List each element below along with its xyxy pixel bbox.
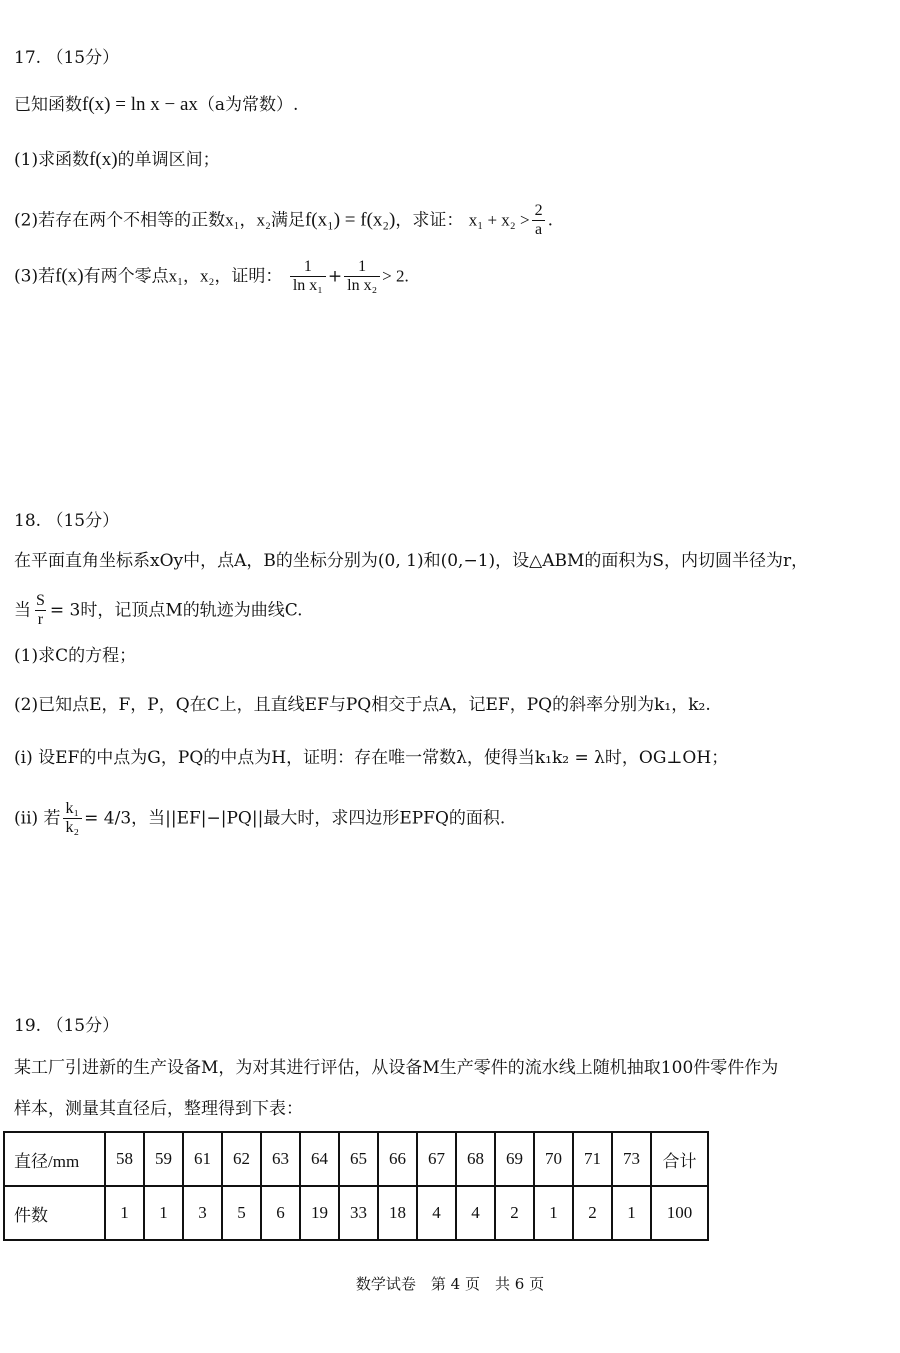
q18-frac-den: r	[35, 610, 46, 629]
table-cell: 70	[534, 1132, 573, 1186]
table-cell: 1	[105, 1186, 144, 1240]
q18-part-ii-pre: (ii) 若	[14, 808, 61, 829]
q17-part2-post: ，求证：	[395, 210, 464, 231]
table-cell: 1	[144, 1186, 183, 1240]
q18-part-ii-post: = 4/3，当||EF|−|PQ||最大时，求四边形EPFQ的面积.	[84, 808, 506, 829]
page-footer: 数学试卷 第 4 页 共 6 页	[355, 1275, 545, 1293]
table-cell: 65	[339, 1132, 378, 1186]
table-row-label: 件数	[4, 1186, 105, 1240]
q17-part2-fraction	[532, 202, 546, 240]
table-cell: 63	[261, 1132, 300, 1186]
table-row	[4, 1132, 708, 1186]
q17-part3-pre: (3)若	[14, 266, 56, 287]
q17-part2-inequality: x₁ + x₂ >	[468, 210, 530, 230]
table-cell: 73	[612, 1132, 651, 1186]
table-cell: 19	[300, 1186, 339, 1240]
q17-part2-frac-num: 2	[534, 202, 543, 219]
table-total: 合计	[651, 1132, 708, 1186]
q17-part3-frac2-num: 1	[358, 258, 367, 275]
table-cell: 4	[456, 1186, 495, 1240]
table-cell: 67	[417, 1132, 456, 1186]
table-cell: 4	[417, 1186, 456, 1240]
table-cell: 1	[534, 1186, 573, 1240]
diameter-table	[3, 1131, 709, 1241]
q19-line1: 某工厂引进新的生产设备M，为对其进行评估，从设备M生产零件的流水线上随机抽取100件零件作为	[14, 1058, 779, 1078]
q18-line2-post: = 3时，记顶点M的轨迹为曲线C.	[49, 600, 303, 621]
table-cell: 2	[495, 1186, 534, 1240]
table-cell: 58	[105, 1132, 144, 1186]
q17-part3-fraction-1	[290, 258, 326, 296]
table-cell: 66	[378, 1132, 417, 1186]
q19-header: 19. （15分）	[14, 1016, 120, 1036]
q18-part-ii	[14, 800, 505, 838]
q18-line1: 在平面直角坐标系xOy中，点A，B的坐标分别为(0, 1)和(0,−1)，设△ABM的面积为S，内切圆半径为r，	[14, 551, 809, 571]
table-row	[4, 1186, 708, 1240]
table-cell: 71	[573, 1132, 612, 1186]
q17-part3-frac2-den: ln x₂	[344, 276, 380, 295]
q17-part1-pre: (1)求函数	[14, 150, 90, 170]
q17-part1	[14, 150, 220, 169]
q17-part2-frac-den: a	[532, 220, 545, 239]
q17-stem-pre: 已知函数	[14, 95, 82, 115]
q17-stem-post: （a为常数）.	[197, 95, 299, 115]
q17-stem	[14, 95, 298, 114]
q17-part1-post: 的单调区间；	[117, 150, 220, 170]
q18-line2-pre: 当	[14, 600, 31, 621]
table-cell: 18	[378, 1186, 417, 1240]
q17-part3-func: f(x)	[55, 265, 84, 287]
q17-part2-mid: 满足	[270, 210, 305, 231]
table-total: 100	[651, 1186, 708, 1240]
table-cell: 68	[456, 1132, 495, 1186]
q17-part3-rhs: > 2.	[382, 266, 409, 286]
table-cell: 61	[183, 1132, 222, 1186]
q19-line2: 样本，测量其直径后，整理得到下表：	[14, 1099, 303, 1119]
table-cell: 59	[144, 1132, 183, 1186]
q17-part2-vars: x₁，x₂	[225, 210, 271, 230]
table-cell: 5	[222, 1186, 261, 1240]
table-cell: 33	[339, 1186, 378, 1240]
q17-part3-frac1-den: ln x₁	[290, 276, 326, 295]
q17-part3-fraction-2	[344, 258, 380, 296]
q17-function: f(x) = ln x − ax	[82, 94, 198, 115]
table-cell: 62	[222, 1132, 261, 1186]
q18-slope-fraction	[63, 800, 83, 838]
q17-part3-post: ，证明：	[214, 266, 283, 287]
q18-line2	[14, 592, 303, 630]
q17-header: 17. （15分）	[14, 48, 120, 68]
q18-part2: (2)已知点E，F，P，Q在C上，且直线EF与PQ相交于点A，记EF，PQ的斜率分别为k₁，k₂.	[14, 695, 711, 715]
q18-frac-num: S	[36, 592, 45, 609]
q18-part-i: (i) 设EF的中点为G，PQ的中点为H，证明：存在唯一常数λ，使得当k₁k₂ = λ时，OG⊥OH；	[14, 748, 729, 768]
table-cell: 64	[300, 1132, 339, 1186]
q17-part2: (2)若存在两个不相等的正数x₁，x₂满足f(x₁) = f(x₂)，求证： x₁ + x₂ > $\frac{2}{a}$ .	[14, 202, 553, 239]
q17-part2-condition: f(x₁) = f(x₂)	[304, 209, 396, 231]
q18-ratio-fraction	[33, 592, 48, 630]
table-cell: 1	[612, 1186, 651, 1240]
q17-part2-pre: (2)若存在两个不相等的正数	[14, 210, 226, 231]
table-cell: 6	[261, 1186, 300, 1240]
table-row-label: 直径/mm	[4, 1132, 105, 1186]
q18-header: 18. （15分）	[14, 511, 120, 531]
q18-slope-frac-num: k₁	[65, 800, 80, 817]
table-cell: 2	[573, 1186, 612, 1240]
q17-part3: (3)若f(x)有两个零点x₁，x₂，证明： $\frac{1}{\text{ln x₁}}$ + $\frac{1}{\text{ln x₂}}$ > 2.	[14, 258, 409, 295]
q18-part1: (1)求C的方程；	[14, 646, 137, 666]
table-cell: 3	[183, 1186, 222, 1240]
table-cell: 69	[495, 1132, 534, 1186]
q17-part1-func: f(x)	[89, 149, 118, 170]
q17-part3-mid: 有两个零点	[83, 266, 169, 287]
q17-part3-vars: x₁，x₂	[168, 266, 215, 286]
q17-part3-frac1-num: 1	[303, 258, 312, 275]
q18-slope-frac-den: k₂	[63, 818, 83, 837]
